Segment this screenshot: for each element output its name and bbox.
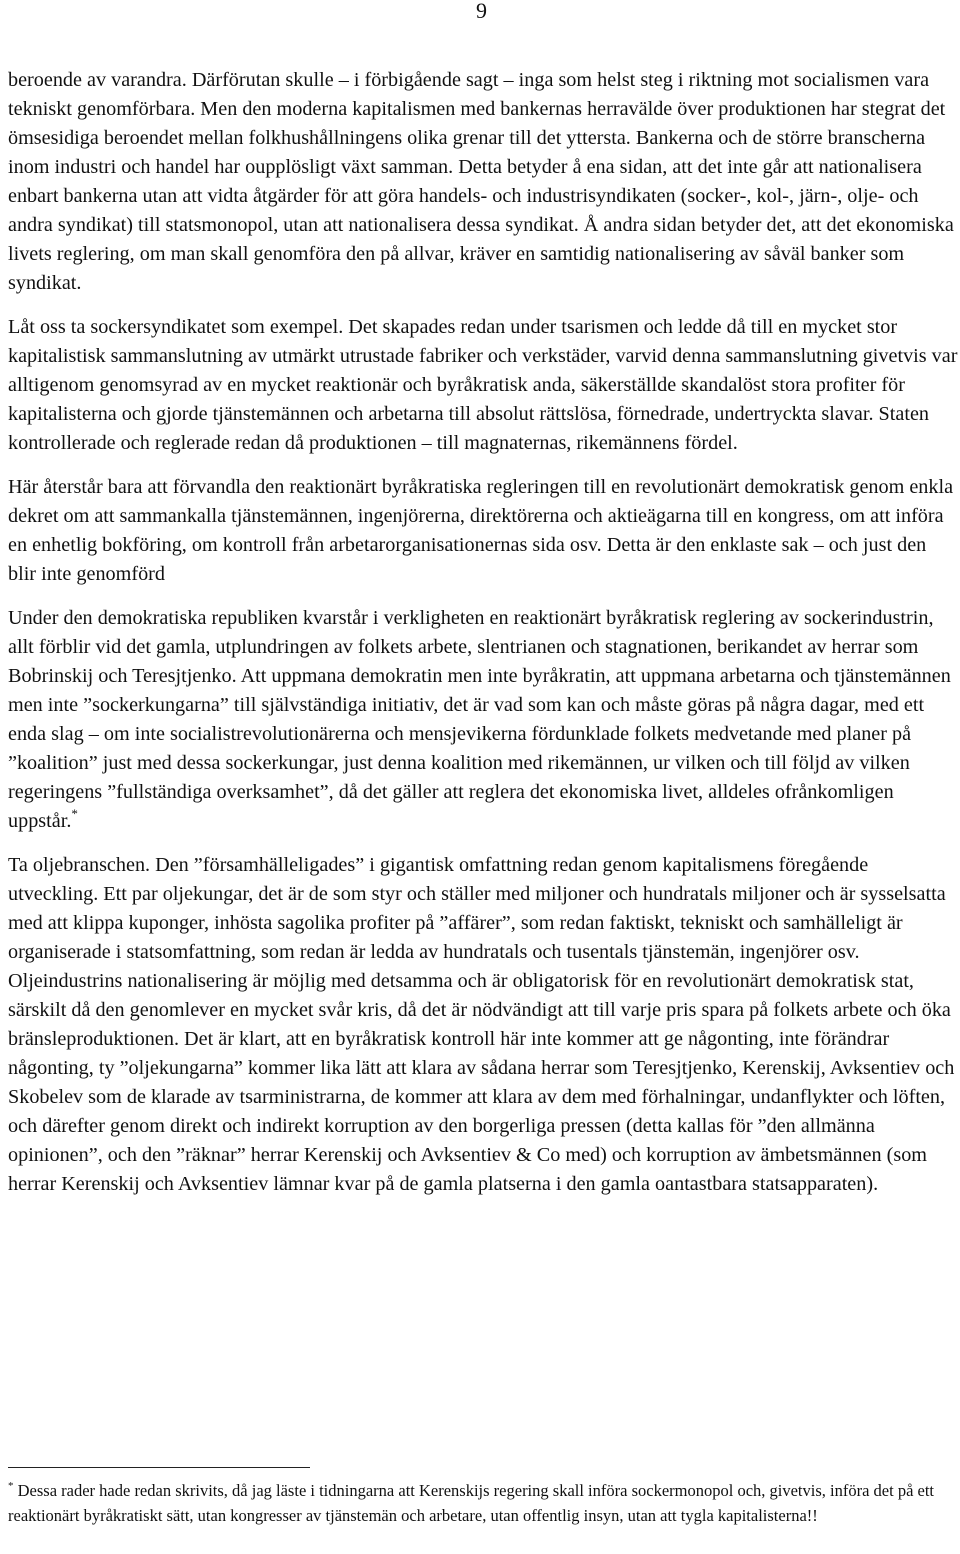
- footnote: [8, 1478, 953, 1528]
- paragraph: beroende av varandra. Därförutan skulle – i förbigående sagt – inga som helst steg i riktning mot socialismen vara tekniskt genomförbara. Men den moderna kapitalismen med bankernas herravälde över produktionen har stegrat det ömsesidiga beroendet mellan folkhushållningens olika grenar till det yttersta. Bankerna och de större branscherna inom industri och handel har oupplösligt växt samman. Detta betyder å ena sidan, att det inte går att nationalisera enbart bankerna utan att vidta åtgärder för att göra handels- och industrisyndikaten (socker-, kol-, järn-, olje- och andra syndikat) till statsmonopol, utan att nationalisera dessa syndikat. Å andra sidan betyder det, att det ekonomiska livets reglering, om man skall genomföra den på allvar, kräver en samtidig nationalisering av såväl banker som syndikat.: [8, 69, 954, 294]
- footnote-divider: [8, 1467, 310, 1468]
- footnote-paragraph: [8, 1478, 953, 1528]
- footnote-marker: *: [8, 1480, 14, 1492]
- paragraph-with-footnote: [8, 604, 958, 836]
- footnote-reference: *: [71, 806, 78, 821]
- body-text: [8, 66, 958, 1214]
- footnote-text: Dessa rader hade redan skrivits, då jag läste i tidningarna att Kerenskijs regering skall införa sockermonopol och, givetvis, införa det på ett reaktionärt byråkratiskt sätt, utan kongresser av tjänstemän och arbetare, utan offentlig insyn, utan att tygla kapitalisterna!!: [8, 1481, 935, 1525]
- paragraph: Låt oss ta sockersyndikatet som exempel. Det skapades redan under tsarismen och ledde då till en mycket stor kapitalistisk sammanslutning av utmärkt utrustade fabriker och verkstäder, varvid denna sammanslutning givetvis var alltigenom genomsyrad av en mycket reaktionär och byråkratisk anda, säkerställde skandalöst stora profiter för kapitalisterna och gjorde tjänstemännen och arbetarna till absolut rättslösa, förnedrade, undertryckta slavar. Staten kontrollerade och reglerade redan då produktionen – till magnaternas, rikemännens fördel.: [8, 316, 958, 454]
- page-number: 9: [476, 0, 487, 23]
- paragraph-text: Under den demokratiska republiken kvarstår i verkligheten en reaktionärt byråkratisk reglering av sockerindustrin, allt förblir vid det gamla, utplundringen av folkets arbete, slentrianen och stagnationen, berikandet av herrar som Bobrinskij och Teresjtjenko. Att uppmana demokratin men inte byråkratin, att uppmana arbetarna och tjänstemännen men inte ”sockerkungarna” till självständiga initiativ, det är vad som kan och måste göras på några dagar, med ett enda slag – om inte socialistrevolutionärerna och mensjevikerna fördunklade folkets medvetande med planer på ”koalition” just med dessa sockerkungar, just denna koalition med rikemännen, ur vilken och till följd av vilken regeringens ”fullständiga overksamhet”, då det gäller att reglera det ekonomiska livet, alldeles ofrånkomligen uppstår.: [8, 607, 951, 832]
- paragraph: Ta oljebranschen. Den ”församhälleligades” i gigantisk omfattning redan genom kapitalismens föregående utveckling. Ett par oljekungar, det är de som styr och ställer med miljoner och hundratals miljoner och är sysselsatta med att klippa kuponger, inhösta sagolika profiter på ”affärer”, som redan faktiskt, tekniskt och samhälleligt är organiserade i statsomfattning, som redan är ledda av hundratals och tusentals tjänstemän, ingenjörer osv. Oljeindustrins nationalisering är möjlig med detsamma och är obligatorisk för en revolutionärt demokratisk stat, särskilt då den genomlever en mycket svår kris, då det är nödvändigt att till varje pris spara på folkets arbete och öka bränsleproduktionen. Det är klart, att en byråkratisk kontroll här inte kommer att ge någonting, inte förändrar någonting, ty ”oljekungarna” kommer lika lätt att klara av sådana herrar som Teresjtjenko, Kerenskij, Avksentiev och Skobelev som de klarade av tsarministrarna, de kommer att klara av dem med förhalningar, undanflykter och löften, och därefter genom direkt och indirekt korruption av den borgerliga pressen (detta kallas för ”den allmänna opinionen”, och den ”räknar” herrar Kerenskij och Avksentiev & Co med) och korruption av ämbetsmännen (som herrar Kerenskij och Avksentiev lämnar kvar på de gamla platserna i den gamla oantastbara statsapparaten).: [8, 854, 955, 1195]
- paragraph: Här återstår bara att förvandla den reaktionärt byråkratiska regleringen till en revolutionärt demokratisk genom enkla dekret om att sammankalla tjänstemännen, ingenjörerna, direktörerna och aktieägarna till en kongress, om att införa en enhetlig bokföring, om kontroll från arbetarorganisationernas sida osv. Detta är den enklaste sak – och just den blir inte genomförd: [8, 476, 954, 585]
